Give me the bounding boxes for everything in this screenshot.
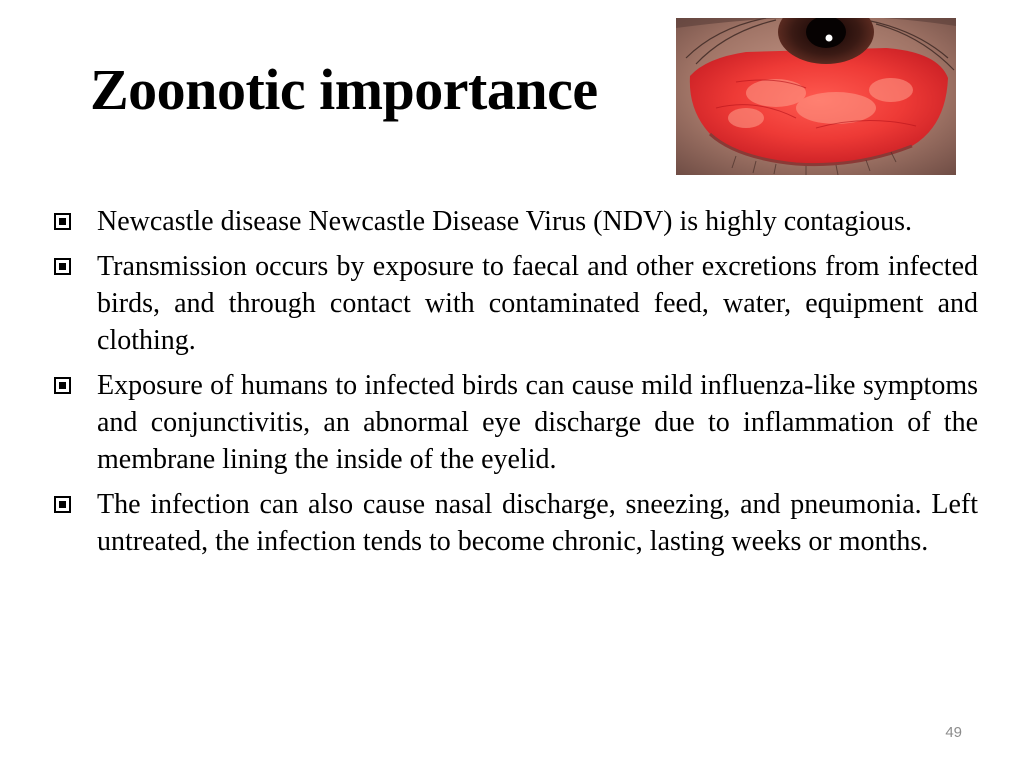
square-bullet-icon	[54, 496, 71, 513]
bullet-text: Transmission occurs by exposure to faecal and other excretions from infected birds, and through contact with contaminated feed, water, equipment and clothing.	[97, 251, 978, 356]
bullet-list	[54, 203, 978, 568]
conjunctivitis-eye-photo	[676, 18, 956, 175]
page-number: 49	[945, 724, 962, 741]
square-bullet-icon	[54, 258, 71, 275]
bullet-item	[54, 203, 978, 240]
slide-title: Zoonotic importance	[90, 57, 598, 122]
bullet-text: Newcastle disease Newcastle Disease Virus (NDV) is highly contagious.	[97, 206, 913, 237]
bullet-text: The infection can also cause nasal discharge, sneezing, and pneumonia. Left untreated, the infection tends to become chronic, lasting weeks or months.	[97, 489, 978, 557]
bullet-item	[54, 248, 978, 359]
bullet-text: Exposure of humans to infected birds can cause mild influenza-like symptoms and conjunctivitis, an abnormal eye discharge due to inflammation of the membrane lining the inside of the eyelid.	[97, 370, 978, 475]
square-bullet-icon	[54, 213, 71, 230]
bullet-item	[54, 486, 978, 560]
square-bullet-icon	[54, 377, 71, 394]
bullet-item	[54, 367, 978, 478]
